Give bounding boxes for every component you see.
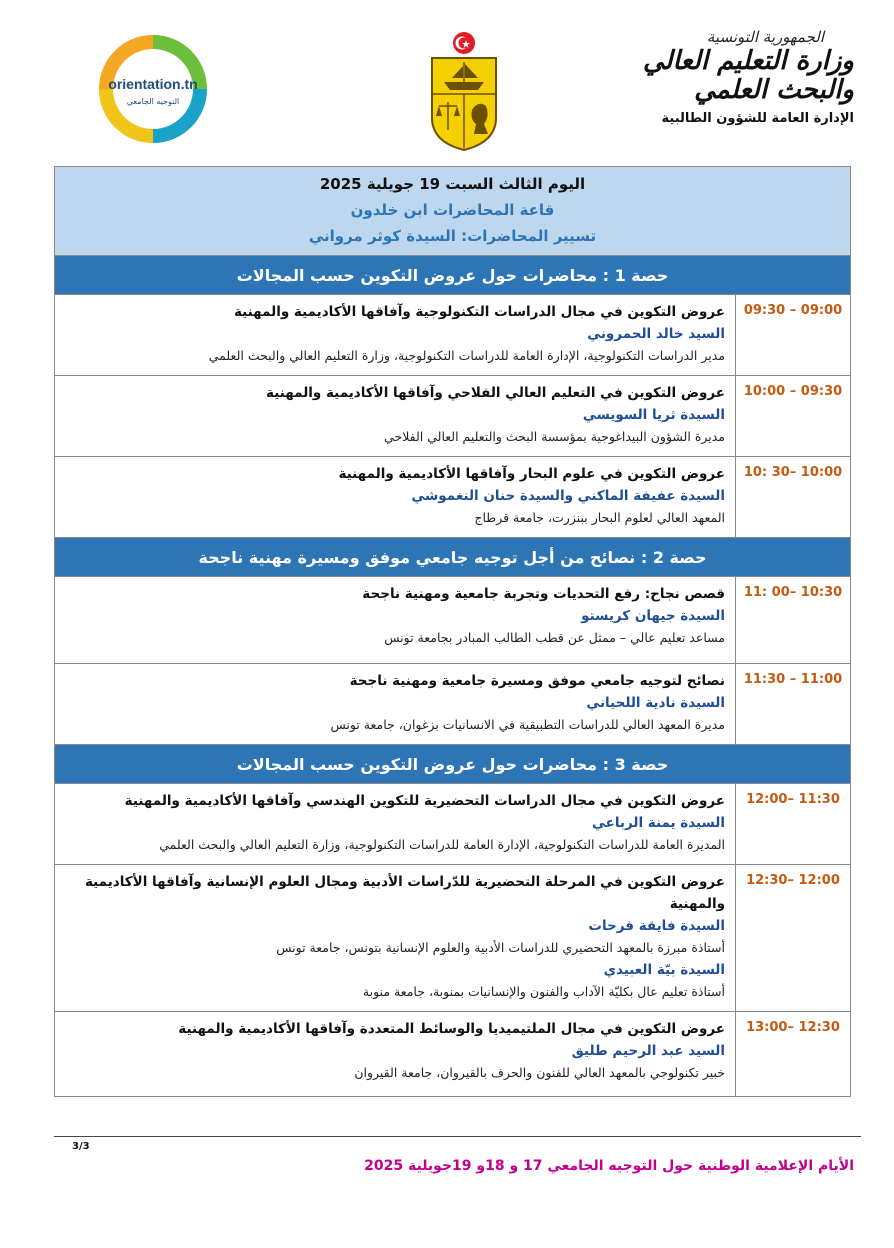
talk-topic: قصص نجاح: رفع التحديات وتجربة جامعية ومهنية ناجحة xyxy=(362,586,725,602)
speaker-name: السيدة نادية اللحياني xyxy=(586,695,725,711)
footer-divider xyxy=(54,1136,861,1137)
speaker-name: السيدة فايقة فرحات xyxy=(588,918,725,934)
speaker-role: أستاذة تعليم عال بكليّة الآداب والفنون والإنسانيات بمنوبة، جامعة منوبة xyxy=(362,984,725,999)
talk-details xyxy=(55,784,736,865)
talk-details xyxy=(55,577,736,664)
orientation-logo xyxy=(96,32,210,146)
speaker-name: السيدة عفيفة الماكني والسيدة حنان النغموشي xyxy=(411,488,725,504)
talk-topic: عروض التكوين في مجال الدراسات التكنولوجية وآفاقها الأكاديمية والمهنية xyxy=(233,304,725,320)
speaker-name: السيدة ثريا السويسي xyxy=(582,407,725,423)
talk-topic: عروض التكوين في المرحلة التحضيرية للدّراسات الأدبية ومجال العلوم الإنسانية وآفاقها الأكاديمية والمهنية xyxy=(84,874,725,912)
speaker-role: المعهد العالي لعلوم البحار ببنزرت، جامعة قرطاج xyxy=(474,510,725,525)
session-title: حصة 1 : محاضرات حول عروض التكوين حسب المجالات xyxy=(55,256,851,295)
speaker-role: مساعد تعليم عالي – ممثل عن قطب الطالب المبادر بجامعة تونس xyxy=(384,630,725,645)
time-slot: 11: 00– 10:30 xyxy=(736,577,851,664)
time-slot: 12:00– 11:30 xyxy=(736,784,851,865)
table-row xyxy=(55,457,851,538)
day-hall: قاعة المحاضرات ابن خلدون xyxy=(350,201,555,219)
session-title: حصة 3 : محاضرات حول عروض التكوين حسب المجالات xyxy=(55,745,851,784)
time-slot: 10: 30– 10:00 xyxy=(736,457,851,538)
talk-topic: عروض التكوين في التعليم العالي الفلاحي وآفاقها الأكاديمية والمهنية xyxy=(266,385,725,401)
table-row xyxy=(55,784,851,865)
speaker-role: مدير الدراسات التكنولوجية، الإدارة العامة للدراسات التكنولوجية، وزارة التعليم العالي والبحث العلمي xyxy=(208,348,725,363)
session-header-row xyxy=(55,538,851,577)
speaker-name: السيدة يمنة الرباعي xyxy=(591,815,725,831)
department-name: الإدارة العامة للشؤون الطالبية xyxy=(661,110,854,126)
day-header xyxy=(55,167,851,256)
table-row xyxy=(55,664,851,745)
speaker-name: السيد عبد الرحيم طليق xyxy=(571,1043,725,1059)
speaker-name: السيدة بيّة العبيدي xyxy=(603,962,725,978)
talk-topic: نصائح لتوجيه جامعي موفق ومسيرة جامعية ومهنية ناجحة xyxy=(349,673,725,689)
ministry-name-line1: وزارة التعليم العالي xyxy=(642,46,854,76)
ministry-name-line2: والبحث العلمي xyxy=(694,75,854,106)
republic-label: الجمهورية التونسية xyxy=(706,28,824,46)
time-slot: 13:00– 12:30 xyxy=(736,1012,851,1097)
session-header-row xyxy=(55,256,851,295)
speaker-role: أستاذة مبرزة بالمعهد التحضيري للدراسات الأدبية والعلوم الإنسانية بتونس، جامعة تونس xyxy=(276,940,725,955)
talk-details xyxy=(55,457,736,538)
table-row xyxy=(55,295,851,376)
talk-details xyxy=(55,664,736,745)
talk-topic: عروض التكوين في علوم البحار وآفاقها الأكاديمية والمهنية xyxy=(338,466,725,482)
speaker-role: المديرة العامة للدراسات التكنولوجية، الإدارة العامة للدراسات التكنولوجية، وزارة التعليم العالي والبحث العلمي xyxy=(159,837,725,852)
talk-details xyxy=(55,865,736,1012)
national-emblem xyxy=(426,30,502,152)
logo-sub-text: التوجيه الجامعي xyxy=(126,97,180,106)
speaker-name: السيدة جيهان كريستو xyxy=(581,608,725,624)
session-title: حصة 2 : نصائح من أجل توجيه جامعي موفق ومسيرة مهنية ناجحة xyxy=(55,538,851,577)
talk-details xyxy=(55,376,736,457)
talk-details xyxy=(55,1012,736,1097)
talk-topic: عروض التكوين في مجال الملتيميديا والوسائط المتعددة وآفاقها الأكاديمية والمهنية xyxy=(178,1021,725,1037)
time-slot: 09:30 – 09:00 xyxy=(736,295,851,376)
table-row xyxy=(55,1012,851,1097)
speaker-name: السيد خالد الحمروني xyxy=(587,326,725,342)
day-moderator: تسيير المحاضرات: السيدة كوثر مرواني xyxy=(308,227,597,245)
time-slot: 11:30 – 11:00 xyxy=(736,664,851,745)
ministry-header xyxy=(614,28,854,126)
table-row xyxy=(55,376,851,457)
speaker-role: خبير تكنولوجي بالمعهد العالي للفنون والحرف بالقيروان، جامعة القيروان xyxy=(354,1065,725,1080)
day-header-row xyxy=(55,167,851,256)
speaker-role: مديرة الشؤون البيداغوجية بمؤسسة البحث والتعليم العالي الفلاحي xyxy=(384,429,725,444)
page-number: 3/3 xyxy=(72,1141,90,1152)
session-header-row xyxy=(55,745,851,784)
time-slot: 12:30– 12:00 xyxy=(736,865,851,1012)
table-row xyxy=(55,865,851,1012)
page-header xyxy=(0,0,894,160)
day-date: اليوم الثالث السبت 19 جويلية 2025 xyxy=(319,175,586,193)
time-slot: 10:00 – 09:30 xyxy=(736,376,851,457)
talk-details xyxy=(55,295,736,376)
schedule-table xyxy=(54,166,851,1097)
footer-title: الأيام الإعلامية الوطنية حول التوجيه الجامعي 17 و 18و 19جويلية 2025 xyxy=(364,1158,854,1174)
talk-topic: عروض التكوين في مجال الدراسات التحضيرية للتكوين الهندسي وآفاقها الأكاديمية والمهنية xyxy=(124,793,725,809)
table-row xyxy=(55,577,851,664)
speaker-role: مديرة المعهد العالي للدراسات التطبيقية في الانسانيات بزغوان، جامعة تونس xyxy=(330,717,725,732)
logo-main-text: orientation.tn xyxy=(108,76,198,92)
